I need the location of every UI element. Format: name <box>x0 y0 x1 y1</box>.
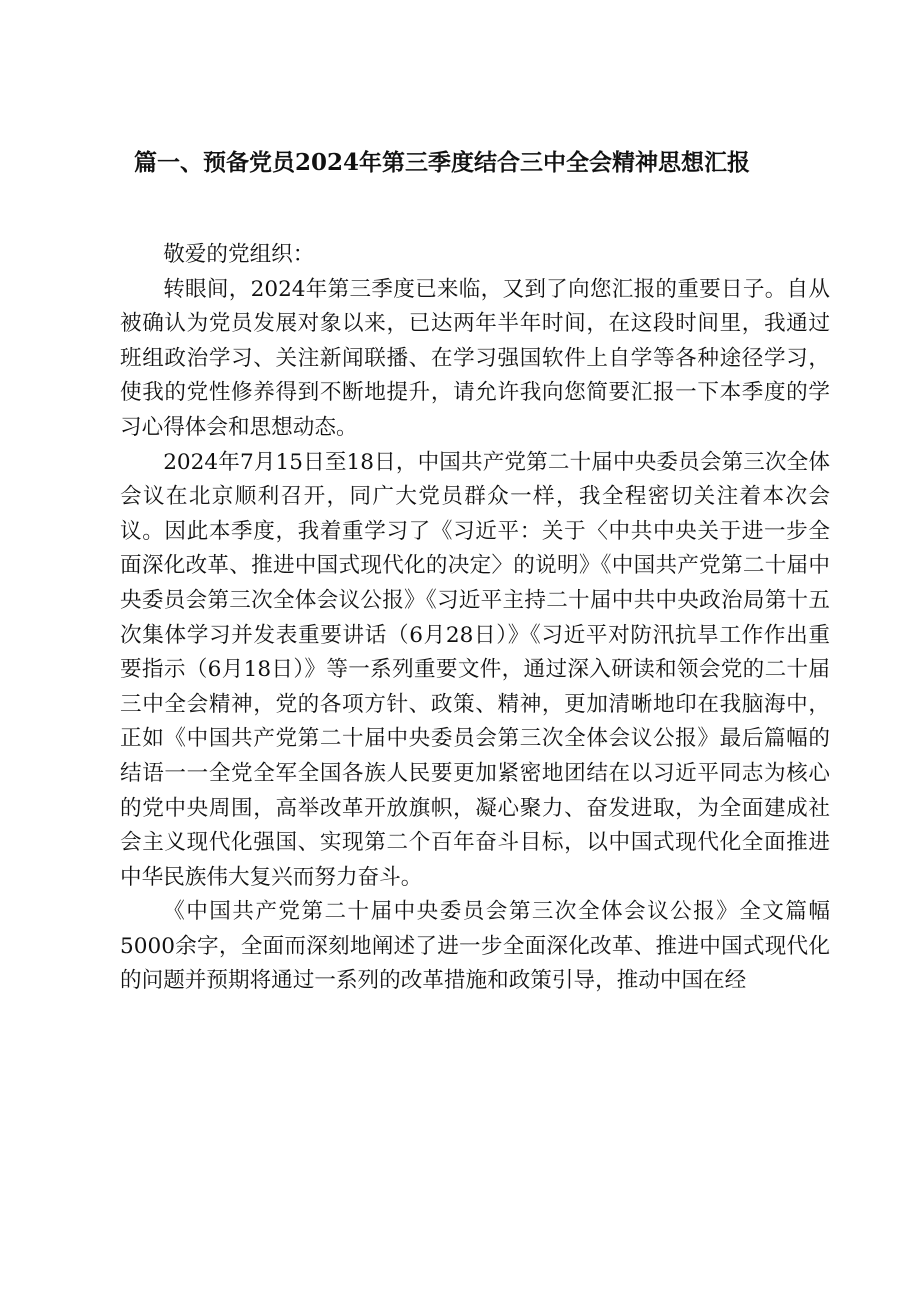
salutation: 敬爱的党组织： <box>163 242 315 267</box>
paragraph-2: 2024年7月15日至18日，中国共产党第二十届中央委员会第三次全体会议在北京顺利召开，同广大党员群众一样，我全程密切关注着本次会议。因此本季度，我着重学习了《习近平：关于〈中共中央关于进一步全面深化改革、推进中国式现代化的决定〉的说明》《中国共产党第二十届中央委员会第三次全体会议公报》《习近平主持二十届中共中央政治局第十五次集体学习并发表重要讲话（6月28日）》《习近平对防汛抗旱工作作出重要指示（6月18日）》等一系列重要文件，通过深入研读和领会党的二十届三中全会精神，党的各项方针、政策、精神，更加清晰地印在我脑海中，正如《中国共产党第二十届中央委员会第三次全体会议公报》最后篇幅的结语一一全党全军全国各族人民要更加紧密地团结在以习近平同志为核心的党中央周围，高举改革开放旗帜，凝心聚力、奋发进取，为全面建成社会主义现代化强国、实现第二个百年奋斗目标，以中国式现代化全面推进中华民族伟大复兴而努力奋斗。 <box>120 449 830 890</box>
document-body <box>120 238 830 999</box>
paragraph-3: 《中国共产党第二十届中央委员会第三次全体会议公报》全文篇幅5000余字，全面而深刻地阐述了进一步全面深化改革、推进中国式现代化的问题并预期将通过一系列的改革措施和政策引导，推动中国在经 <box>120 899 830 994</box>
document-title: 篇一、预备党员2024年第三季度结合三中全会精神思想汇报 <box>134 149 751 176</box>
paragraph-1: 转眼间，2024年第三季度已来临，又到了向您汇报的重要日子。自从被确认为党员发展对象以来，已达两年半年时间，在这段时间里，我通过班组政治学习、关注新闻联播、在学习强国软件上自学等各种途径学习，使我的党性修养得到不断地提升，请允许我向您简要汇报一下本季度的学习心得体会和思想动态。 <box>120 276 830 440</box>
